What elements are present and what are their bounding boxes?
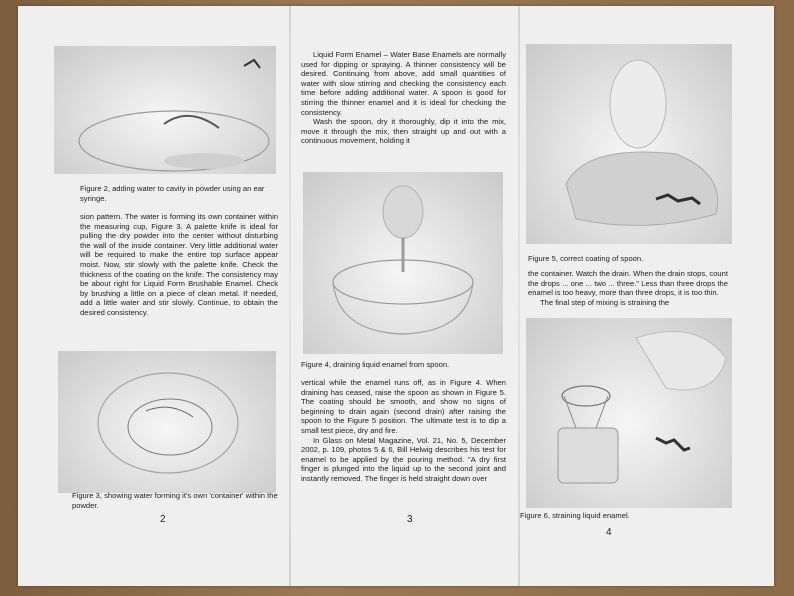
figure-6-caption: Figure 6, straining liquid enamel. (520, 511, 630, 520)
figure-4-caption: Figure 4, draining liquid enamel from spoon. (301, 360, 450, 369)
figure-6-photo (526, 318, 732, 508)
page-2-body-text: sion pattern. The water is forming its own container within the measuring cup, Figure 3. A palette knife is ideal for pulling the dry powder into the center without disturbing the wall of the inside container. Very little additional water will be required to make the entire top surface appear moist. Now, stir slowly with the palette knife. Check the thickness of the coating on the knife. The consistency may be about right for Liquid Form Brushable Enamel. Check by brushing a little on a piece of clean metal. If needed, add a little water and stir slowly. Continue, to obtain the desired consistency. (80, 212, 278, 317)
booklet-spread (18, 6, 774, 586)
figure-5-photo (526, 44, 732, 244)
page-4 (520, 6, 774, 586)
page-number-3: 3 (407, 514, 413, 525)
figure-3-photo (58, 351, 276, 493)
page-4-body-para-2: The final step of mixing is straining the (540, 297, 670, 307)
page-3 (291, 6, 518, 586)
page-2 (18, 6, 289, 586)
figure-4-photo (303, 172, 503, 354)
page-3-body-para-2: In Glass on Metal Magazine, Vol. 21, No. 5, December 2002, p. 109, photos 5 & 6, Bill Helwig describes his test for enamel to be applied by the pouring method. "A dry first finger is plunged into the liquid up to the second joint and instantly removed. The finger is held straight down over (301, 435, 506, 483)
page-3-body-text (301, 378, 506, 484)
figure-5-caption: Figure 5, correct coating of spoon. (528, 254, 644, 263)
page-3-intro-para-1: Liquid Form Enamel – Water Base Enamels are normally used for dipping or spraying. A thinner consistency will be desired. Continuing from above, add small quantities of water with slow stirring and checking the consistency each time before adding additional water. A spoon is good for stirring the thinner enamel and it is ideal for checking the consistency. (301, 50, 506, 117)
page-3-intro-text (301, 50, 506, 146)
figure-2-caption: Figure 2, adding water to cavity in powder using an ear syringe. (80, 184, 265, 203)
page-number-4: 4 (606, 527, 612, 538)
page-4-body-text (528, 269, 728, 307)
page-3-body-para-1: vertical while the enamel runs off, as in Figure 4. When draining has ceased, raise the spoon as shown in Figure 5. The coating should be smooth, and show no signs of beginning to drain again (second drain) after raising the spoon to the Figure 5 position. The ultimate test is to dip a small test piece, dry and fire. (301, 378, 506, 435)
figure-2-photo (54, 46, 276, 174)
page-4-body-para-1: the container. Watch the drain. When the drain stops, count the drops ... one ... two ... three." Less than three drops the enamel is too heavy, more than three drops, it is too thin. (528, 269, 728, 298)
page-number-2: 2 (160, 514, 166, 525)
page-3-intro-para-2: Wash the spoon, dry it thoroughly, dip it into the mix, move it through the mix, then straight up and out with a continuous movement, holding it (301, 117, 506, 146)
figure-3-caption: Figure 3, showing water forming it's own 'container' within the powder. (72, 491, 278, 510)
